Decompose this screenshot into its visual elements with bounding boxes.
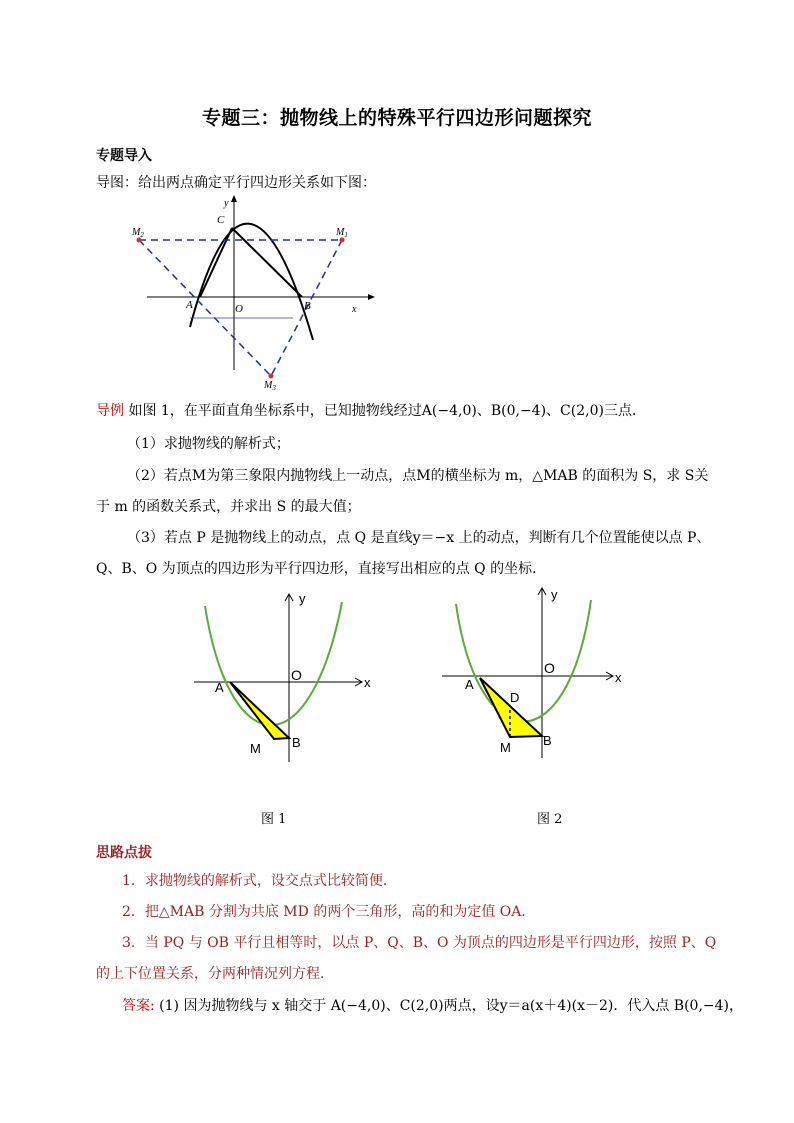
hint-2: 2．把△MAB 分割为共底 MD 的两个三角形，高的和为定值 OA． — [122, 904, 536, 920]
fig1-label-a: A — [215, 680, 224, 695]
question-2-line-1: （2）若点M为第三象限内抛物线上一动点，点M的横坐标为 m，△MAB 的面积为 S，求 S关 — [127, 468, 709, 484]
figure-2-caption: 图 2 — [537, 812, 563, 827]
fig1-triangle-mab — [230, 682, 289, 739]
label-m1: $M_1$ — [336, 227, 348, 239]
label-m2: $M_2$ — [132, 227, 144, 239]
y-axis-arrow — [231, 195, 237, 202]
fig1-label-m: M — [250, 741, 261, 756]
fig1-label-b: B — [292, 735, 301, 750]
guide-text: 导图：给出两点确定平行四边形关系如下图： — [96, 175, 376, 191]
fig1-label-y: y — [299, 591, 306, 606]
segment-cb — [232, 228, 302, 297]
label-y: y — [224, 198, 229, 209]
fig2-label-x: x — [615, 670, 622, 685]
question-3-line-1: （3）若点 P 是抛物线上的动点，点 Q 是直线y＝−x 上的动点，判断有几个位置能使以点 P、 — [127, 530, 711, 546]
question-1: （1）求抛物线的解析式； — [127, 436, 290, 452]
fig2-label-o: O — [544, 660, 555, 676]
hint-1: 1．求抛物线的解析式，设交点式比较简便． — [122, 873, 397, 889]
label-x: x — [352, 304, 357, 315]
question-3-line-2: Q、B、O 为顶点的四边形为平行四边形，直接写出相应的点 Q 的坐标． — [96, 561, 547, 577]
section-heading-hints: 思路点拔 — [96, 845, 152, 861]
parabola-curve — [190, 224, 313, 340]
answer-line — [122, 996, 743, 1016]
hint-3-line-2: 的上下位置关系，分两种情况列方程． — [96, 966, 334, 982]
question-2-line-2: 于 m 的函数关系式，并求出 S 的最大值； — [96, 499, 361, 515]
page-title: 专题三：抛物线上的特殊平行四边形问题探究 — [201, 107, 592, 129]
figure-1-caption: 图 1 — [261, 812, 287, 827]
fig2-triangle-mab — [480, 678, 542, 737]
intro-parallelogram-diagram — [125, 192, 385, 392]
figure-1-diagram — [190, 588, 390, 768]
label-b: B — [304, 300, 311, 312]
fig2-label-a: A — [465, 677, 474, 692]
example-statement — [96, 401, 646, 421]
example-text: 如图 1，在平面直角坐标系中，已知抛物线经过A(−4,0)、B(0,−4)、C(2,0)三点． — [124, 403, 646, 419]
fig1-parabola — [205, 602, 342, 725]
fig2-label-d: D — [510, 690, 520, 705]
label-c: C — [217, 214, 225, 226]
dashed-m2-m3 — [139, 240, 271, 376]
fig2-parabola — [456, 600, 591, 722]
label-m3: $M_3$ — [264, 380, 276, 392]
segment-ac — [200, 228, 232, 297]
example-tag: 导例 — [96, 403, 124, 419]
hint-3-line-1: 3．当 PQ 与 OB 平行且相等时，以点 P、Q、B、O 为顶点的四边形是平行四边形，按照 P、Q — [122, 935, 717, 951]
fig1-label-o: O — [291, 667, 302, 683]
fig2-label-m: M — [500, 740, 511, 755]
figure-2-diagram — [438, 584, 638, 764]
point-m3 — [269, 374, 274, 379]
answer-label: 答案: — [122, 998, 155, 1014]
label-o: O — [235, 303, 243, 315]
fig2-label-y: y — [551, 587, 558, 602]
label-a: A — [186, 299, 193, 311]
fig1-label-x: x — [364, 675, 371, 690]
fig2-label-b: B — [543, 733, 552, 748]
section-heading-intro: 专题导入 — [96, 148, 152, 164]
x-axis-arrow — [368, 294, 375, 300]
answer-text: (1) 因为抛物线与 x 轴交于 A(−4,0)、C(2,0)两点，设y＝a(x＋4)(x－2)．代入点 B(0,−4)， — [154, 998, 743, 1014]
